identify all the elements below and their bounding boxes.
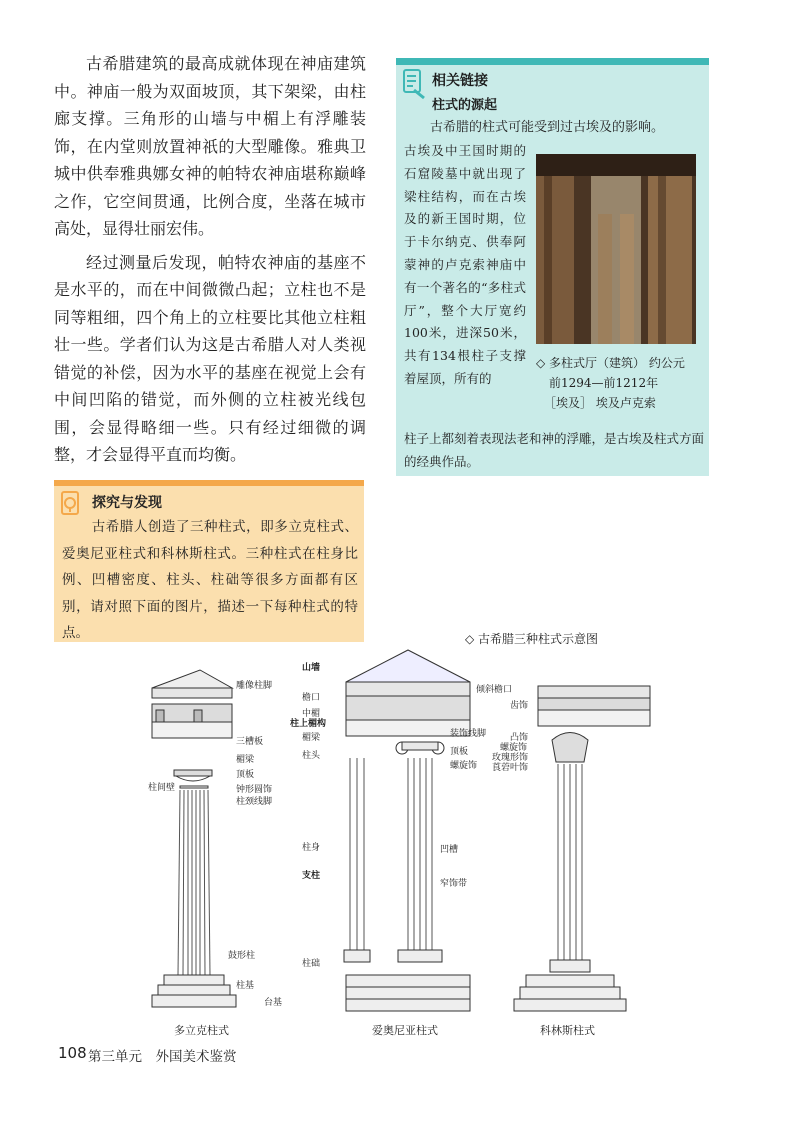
label-entablature: 柱上楣构 <box>290 719 327 729</box>
label-corinthian-scroll: 螺旋饰 <box>500 743 528 753</box>
label-echinus: 钟形圆饰 <box>236 785 273 795</box>
label-support: 支柱 <box>302 871 321 881</box>
label-frieze: 中楣 <box>302 709 321 719</box>
paragraph-temple: 古希腊建筑的最高成就体现在神庙建筑中。神庙一般为双面坡顶，其下架梁，由柱廊支撑。三角形的山墙与中楣上有浮雕装饰，在内堂则放置神祇的大型雕像。雅典卫城中供奉雅典娜女神的帕特农神庙堪称巅峰之作，它空间贯通，比例合度，坐落在城市高处，显得壮丽宏伟。 <box>54 54 366 238</box>
main-article <box>54 50 366 469</box>
label-middle-architrave: 楣梁 <box>302 733 321 743</box>
related-link-subtitle: 柱式的源起 <box>432 98 498 113</box>
unit-title: 第三单元 外国美术鉴赏 <box>88 1049 237 1065</box>
label-triglyph: 三槽板 <box>236 737 264 747</box>
related-link-intro: 古希腊的柱式可能受到过古埃及的影响。 <box>430 120 665 135</box>
label-doric-base: 柱基 <box>236 981 255 991</box>
label-doric-abacus: 顶板 <box>236 770 255 780</box>
explore-title: 探究与发现 <box>92 495 162 511</box>
explore-box <box>54 480 364 642</box>
label-ionic-volute: 螺旋饰 <box>450 761 478 771</box>
explore-topbar <box>54 480 364 486</box>
related-link-box <box>396 58 709 476</box>
photo-caption-title: ◇ 多柱式厅（建筑） 约公元 <box>536 356 685 370</box>
related-link-topbar <box>396 58 709 65</box>
label-necking: 柱颈线脚 <box>236 797 273 807</box>
photo-caption-location: ［埃及］ 埃及卢克索 <box>544 396 656 410</box>
ionic-order-name: 爱奥尼亚柱式 <box>372 1024 438 1037</box>
label-cornice: 檐口 <box>302 693 321 703</box>
label-shaft: 柱身 <box>302 843 321 853</box>
label-fillet: 窄饰带 <box>440 879 468 889</box>
label-capital: 柱头 <box>302 751 321 761</box>
paragraph-parthenon: 经过测量后发现，帕特农神庙的基座不是水平的，而在中间微微凸起；立柱也不是同等粗细，四个角上的立柱要比其他立柱粗壮一些。学者们认为这是古希腊人对人类视错觉的补偿，因为水平的基座在视觉上会有中间凹陷的错觉，而外侧的立柱被光线包围，会显得略细一些。只有经过细微的调整，才会显得平直而均衡。 <box>54 252 366 464</box>
label-flute: 凹槽 <box>440 845 459 855</box>
label-pediment: 山墙 <box>302 663 321 673</box>
photo-caption-date: 前1294—前1212年 <box>549 376 659 390</box>
label-stylobate: 台基 <box>264 998 283 1008</box>
column-orders-diagram <box>140 630 660 1040</box>
related-link-body: 古埃及中王国时期的石窟陵墓中就出现了梁柱结构，而在古埃及的新王国时期，位于卡尔纳克、供奉阿蒙神的卢克索神庙中有一个著名的“多柱式厅”，整个大厅宽约100米，进深50米，共有134根柱子支撑着屋顶，所有的 <box>404 143 526 386</box>
label-shaft-wall: 柱间壁 <box>148 783 176 793</box>
related-link-title: 相关链接 <box>432 73 488 89</box>
document-link-icon <box>402 68 428 102</box>
related-link-conclusion: 柱子上都刻着表现法老和神的浮雕，是古埃及柱式方面的经典作品。 <box>404 431 705 469</box>
explore-question: 古希腊人创造了三种柱式，即多立克柱式、爱奥尼亚柱式和科林斯柱式。三种柱式在柱身比例、凹槽密度、柱头、柱础等很多方面都有区别，请对照下面的图片，描述一下每种柱式的特点。 <box>62 519 358 641</box>
label-plinth: 柱础 <box>302 959 321 969</box>
label-moulding: 装饰线脚 <box>450 729 487 739</box>
page-number: 108 <box>58 1044 87 1062</box>
label-acanthus: 莨菪叶饰 <box>492 763 529 773</box>
doric-order-name: 多立克柱式 <box>174 1024 229 1037</box>
label-ionic-abacus: 顶板 <box>450 747 469 757</box>
corinthian-order-name: 科林斯柱式 <box>540 1024 595 1037</box>
label-drum: 鼓形柱 <box>228 951 256 961</box>
label-raking-cornice: 倾斜檐口 <box>476 685 513 695</box>
hypostyle-hall-photo <box>536 154 696 344</box>
label-convex: 凸饰 <box>510 733 529 743</box>
label-statue-foot: 雕像柱脚 <box>236 681 273 691</box>
label-rosette: 玫瑰形饰 <box>492 753 529 763</box>
label-dentil: 齿饰 <box>510 701 529 711</box>
label-doric-architrave: 楣梁 <box>236 755 255 765</box>
diagram-caption: ◇ 古希腊三种柱式示意图 <box>465 632 599 646</box>
column-orders-illustration <box>140 630 660 1040</box>
